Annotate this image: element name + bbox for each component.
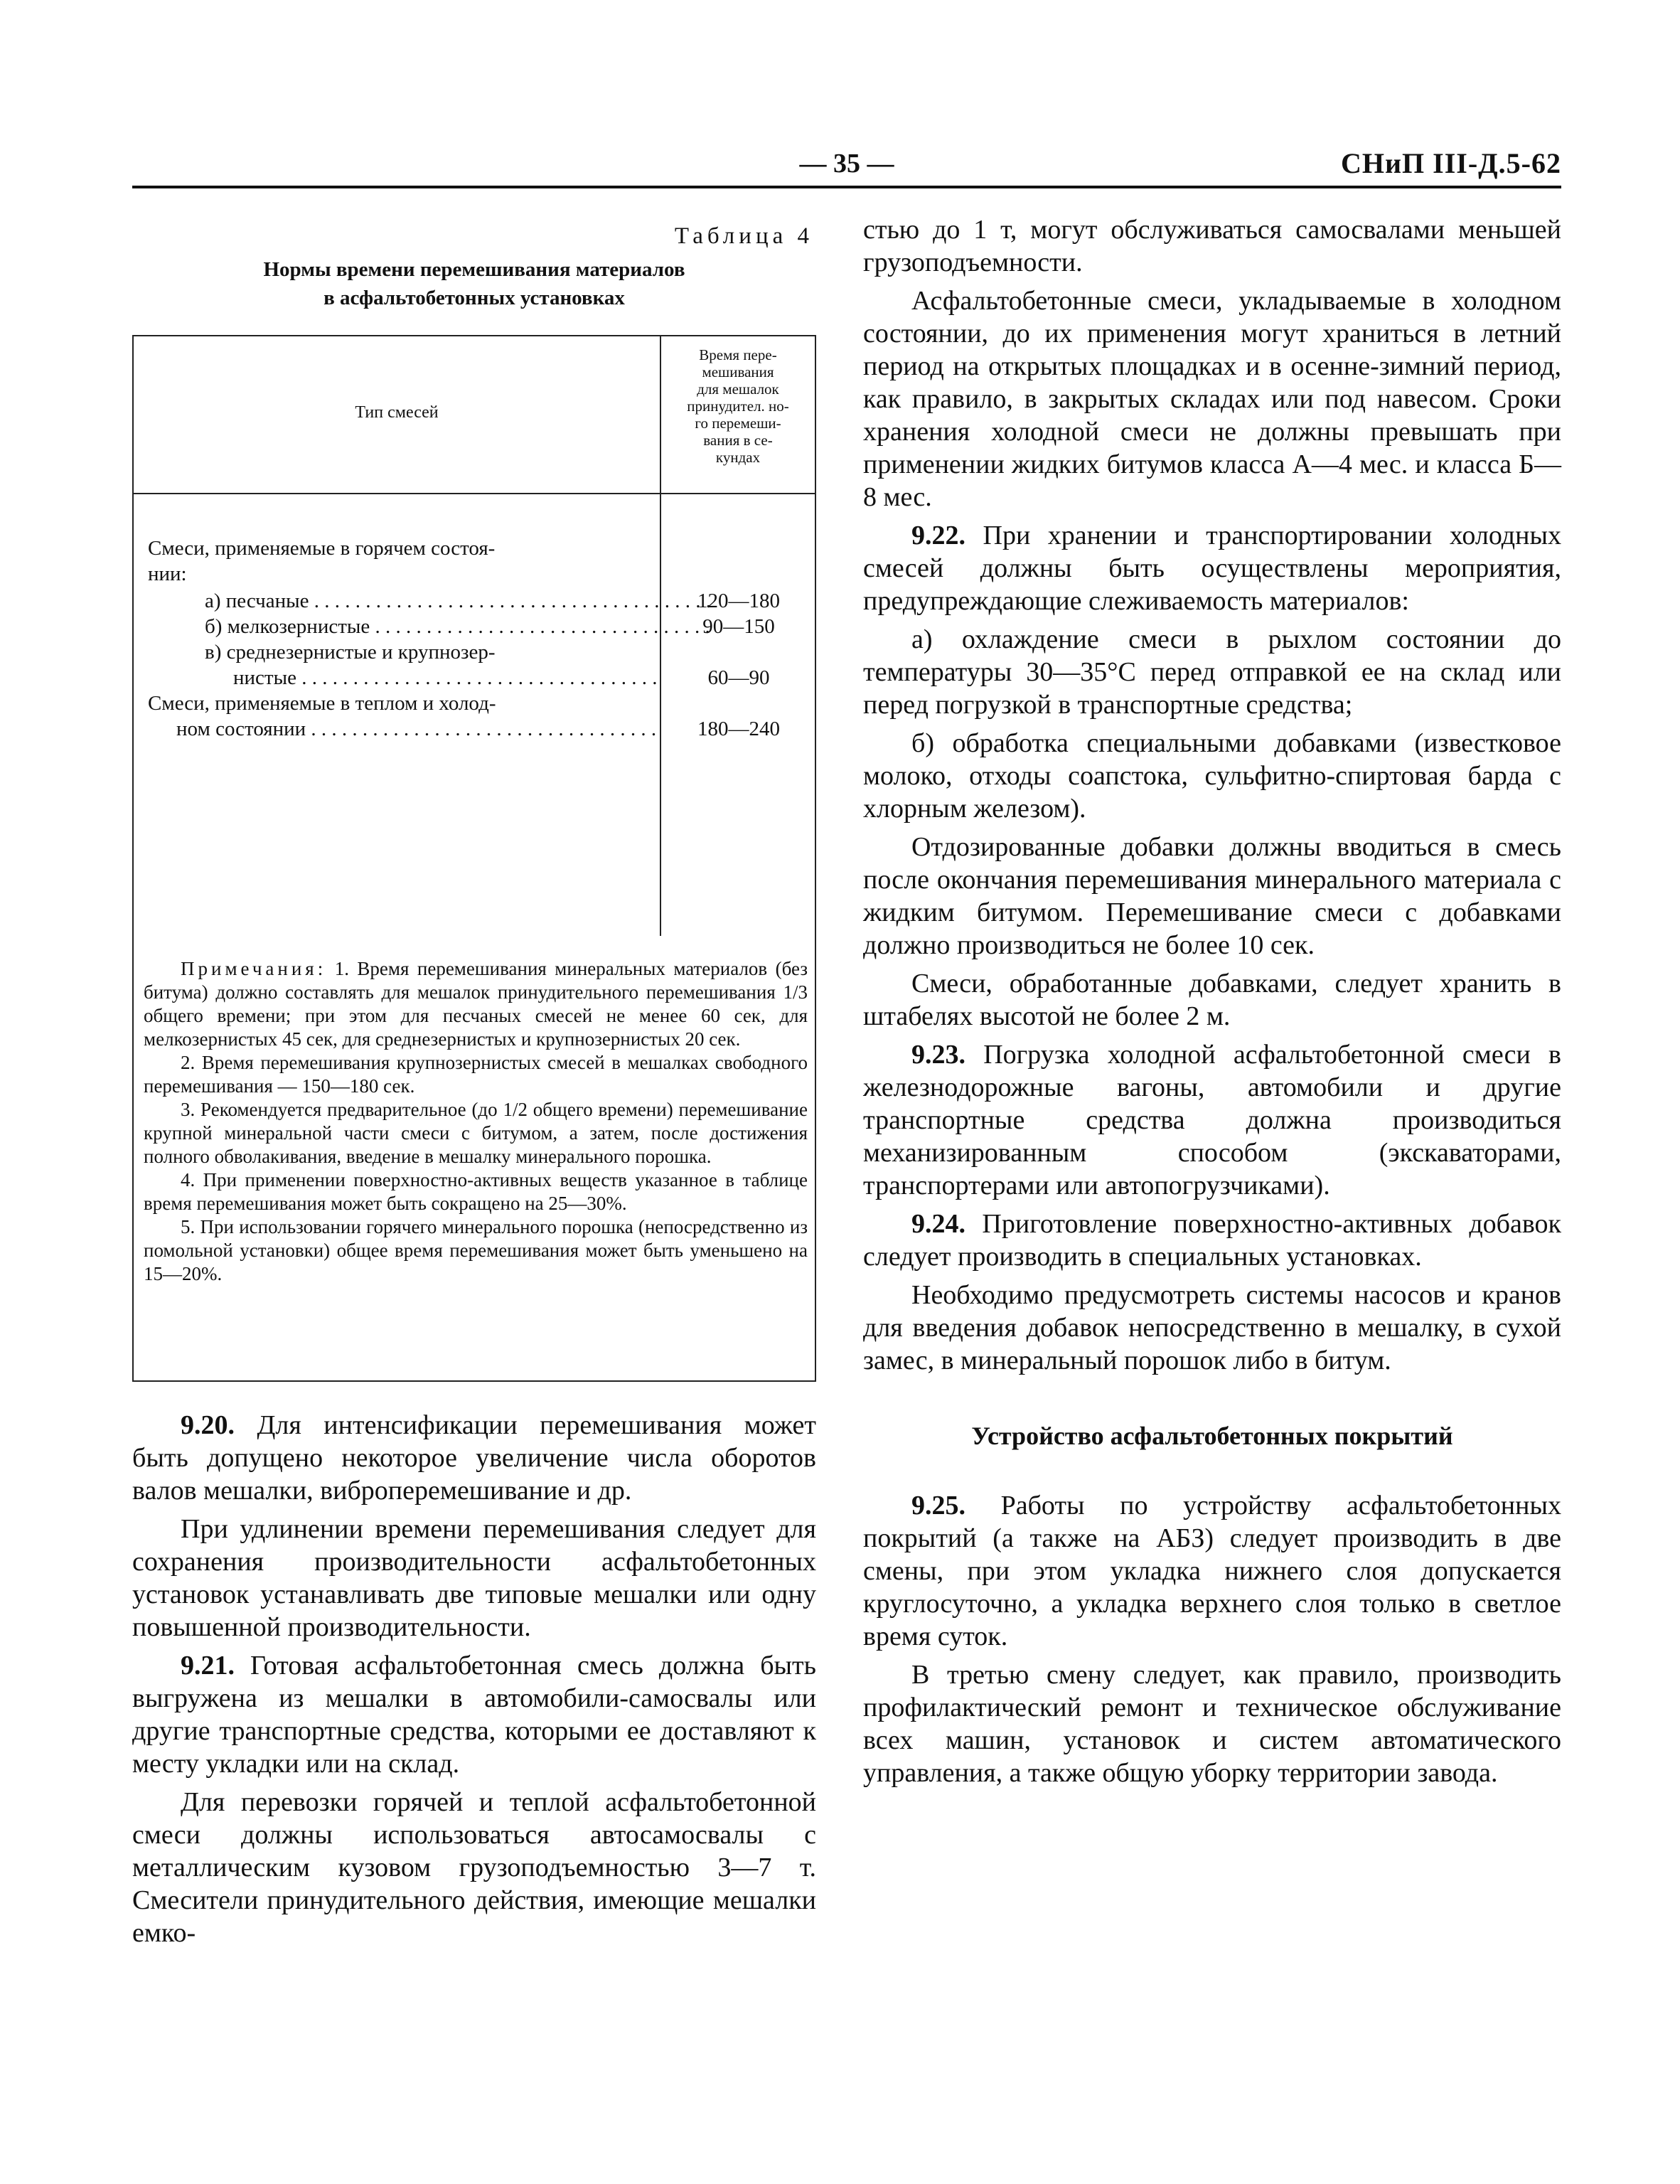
table-title (132, 255, 816, 312)
table-caption: Таблица 4 (674, 223, 813, 249)
row-name: Смеси, применяемые в горячем состоя- нии: (148, 537, 496, 585)
clause-paragraph: 9.23. Погрузка холодной асфальтобетонной смеси в железнодорожные вагоны, автомобили и другие транспортные средства должна производиться механизированным способом (экскаваторами, транспортерами или автопогрузчиками). (863, 1040, 1562, 1200)
header-line: кундах (715, 449, 761, 466)
row-name: б) мелкозернистые . . . (148, 614, 714, 639)
header-line: го перемеши- (695, 415, 781, 432)
row-value: 60—90 (707, 666, 770, 689)
page-number: — 35 — (799, 149, 894, 179)
header-line: мешивания (702, 363, 774, 380)
mixing-time-table (132, 335, 816, 1382)
table-header-rule (134, 493, 816, 494)
row-name: Смеси, применяемые в теплом и холод- ном состоянии . . . (148, 691, 657, 742)
header-line: для мешалок (697, 380, 779, 398)
page-header (132, 142, 1561, 185)
column-header-mixing-time (661, 346, 815, 466)
row-value: 120—180 (697, 590, 780, 612)
table-title-line: в асфальтобетонных установках (323, 287, 625, 309)
table-right-border (815, 335, 816, 1382)
note-5: 5. При использовании горячего минерального порошка (непосредственно из помольной установки) общее время перемешивания может быть уменьшено на 15—20%. (144, 1216, 808, 1284)
clause-paragraph: 9.21. Готовая асфальтобетонная смесь должна быть выгружена из мешалки в автомобили-самосвалы или другие транспортные средства, которыми ее доставляют к месту укладки или на склад. (132, 1651, 816, 1779)
row-value: 180—240 (697, 718, 780, 740)
paragraph: стью до 1 т, могут обслуживаться самосвалами меньшей грузоподъемности. (863, 215, 1561, 277)
row-name: а) песчаные . . . (148, 588, 714, 614)
clause-paragraph: 9.22. При хранении и транспортировании холодных смесей должны быть осуществлены мероприятия, предупреждающие слеживаемость материалов: (863, 521, 1562, 616)
notes-title: Примечания: (181, 958, 327, 979)
table-title-line: Нормы времени перемешивания материалов (263, 258, 685, 281)
paragraph: Отдозированные добавки должны вводиться в смесь после окончания перемешивания минерального материала с жидким битумом. Перемешивание смеси с добавками должно производиться не более 10 сек. (863, 832, 1561, 960)
document-code: СНиП III-Д.5-62 (1340, 147, 1561, 179)
table-notes (144, 957, 808, 1286)
left-body-text (132, 1409, 816, 1949)
header-line: принудител. но- (687, 398, 789, 415)
list-item: б) обработка специальными добавками (известковое молоко, отходы соапстока, сульфитно-спиртовая барда с хлорным железом). (863, 728, 1561, 824)
paragraph: Смеси, обработанные добавками, следует хранить в штабелях высотой не более 2 м. (863, 969, 1561, 1031)
note-1: Примечания: 1. Время перемешивания минеральных материалов (без битума) должно составлять для мешалок принудительного перемешивания 1/3 общего времени; при этом для песчаных смесей не менее 60 сек, для мелкозернистых 45 сек, для среднезернистых и крупнозернистых 20 сек. (144, 958, 808, 1050)
row-name: в) среднезернистые и крупнозер- нистые . . . (148, 639, 657, 691)
section-heading: Устройство асфальтобетонных покрытий (971, 1422, 1453, 1450)
right-column (863, 213, 1561, 2005)
note-2: 2. Время перемешивания крупнозернистых смесей в мешалках свободного перемешивания — 150—180 сек. (144, 1052, 808, 1097)
clause-paragraph: 9.20. Для интенсификации перемешивания может быть допущено некоторое увеличение числа оборотов валов мешалки, виброперемешивание и др. (132, 1410, 816, 1506)
row-value: 90—150 (702, 615, 775, 638)
paragraph: При удлинении времени перемешивания следует для сохранения производительности асфальтобетонных установок устанавливать две типовые мешалки или одну повышенной производительности. (132, 1514, 816, 1642)
table-top-rule (134, 335, 816, 336)
header-line: Время пере- (699, 346, 777, 363)
left-column (132, 213, 816, 2005)
paragraph: В третью смену следует, как правило, производить профилактический ремонт и техническое обслуживание всех машин, установок и систем автоматического управления, а также общую уборку территории завода. (863, 1660, 1561, 1788)
clause-paragraph: 9.24. Приготовление поверхностно-активных добавок следует производить в специальных установках. (863, 1209, 1562, 1272)
clause-paragraph: 9.25. Работы по устройству асфальтобетонных покрытий (а также на АБЗ) следует производить в две смены, при этом укладка нижнего слоя допускается круглосуточно, а укладка верхнего слоя только в светлое время суток. (863, 1491, 1561, 1651)
paragraph: Для перевозки горячей и теплой асфальтобетонной смеси должны использоваться автосамосвалы с металлическим кузовом грузоподъемностью 3—7 т. Смесители принудительного действия, имеющие мешалки емко- (132, 1787, 816, 1948)
paragraph: Необходимо предусмотреть системы насосов и кранов для введения добавок непосредственно в мешалку, в сухой замес, в минеральный порошок либо в битум. (863, 1280, 1561, 1375)
list-item: а) охлаждение смеси в рыхлом состоянии до температуры 30—35°C перед отправкой ее на склад или перед погрузкой в транспортные средства; (863, 624, 1561, 720)
header-rule (132, 186, 1561, 188)
table-bottom-rule (134, 1380, 816, 1382)
paragraph: Асфальтобетонные смеси, укладываемые в холодном состоянии, до их применения могут храниться в летний период на открытых площадках и в осенне-зимний период, как правило, в закрытых складах или под навесом. Сроки хранения холодной смеси не должны превышать при применении жидких битумов класса А—4 мес. и класса Б—8 мес. (863, 286, 1561, 512)
note-4: 4. При применении поверхностно-активных веществ указанное в таблице время перемешивания может быть сокращено на 25—30%. (144, 1169, 808, 1214)
column-header-mixture-type: Тип смесей (355, 403, 439, 422)
header-line: вания в се- (703, 432, 773, 449)
note-3: 3. Рекомендуется предварительное (до 1/2 общего времени) перемешивание крупной минеральной части смеси с битумом, а затем, после достижения полного обволакивания, введение в мешалку минерального порошка. (144, 1099, 808, 1167)
